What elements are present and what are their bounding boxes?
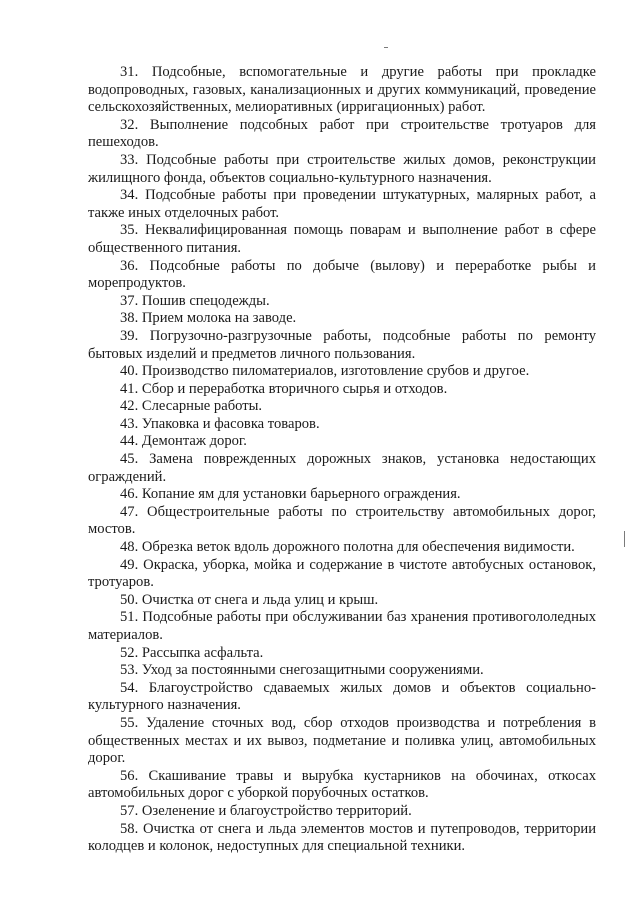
list-item: 56. Скашивание травы и вырубка кустарников на обочинах, откосах автомобильных дорог с уборкой порубочных остатков. xyxy=(88,767,596,802)
list-item: 40. Производство пиломатериалов, изготовление срубов и другое. xyxy=(120,363,530,380)
list-item: 44. Демонтаж дорог. xyxy=(120,433,247,450)
list-item: 37. Пошив спецодежды. xyxy=(120,292,270,309)
list-item: 33. Подсобные работы при строительстве жилых домов, реконструкции жилищного фонда, объектов социально-культурного назначения. xyxy=(88,151,596,186)
list-item: 52. Рассыпка асфальта. xyxy=(120,644,264,661)
list-item: 43. Упаковка и фасовка товаров. xyxy=(120,415,320,432)
list-item: 55. Удаление сточных вод, сбор отходов производства и потребления в общественных местах и их вывоз, подметание и поливка улиц, автомобильных дорог. xyxy=(88,714,596,767)
list-item: 57. Озеленение и благоустройство территорий. xyxy=(120,802,412,819)
list-item: 39. Погрузочно-разгрузочные работы, подсобные работы по ремонту бытовых изделий и предметов личного пользования. xyxy=(88,327,596,362)
list-item: 50. Очистка от снега и льда улиц и крыш. xyxy=(120,591,379,608)
list-item: 34. Подсобные работы при проведении штукатурных, малярных работ, а также иных отделочных работ. xyxy=(88,187,596,221)
scan-mark xyxy=(624,531,625,547)
list-item: 42. Слесарные работы. xyxy=(120,398,263,415)
list-item: 53. Уход за постоянными снегозащитными сооружениями. xyxy=(120,662,484,679)
list-item: 31. Подсобные, вспомогательные и другие работы при прокладке водопроводных, газовых, канализационных и других коммуникаций, проведение сельскохозяйственных, мелиоративных (ирригационных) работ. xyxy=(88,64,596,116)
list-item: 38. Прием молока на заводе. xyxy=(120,310,297,327)
list-item: 51. Подсобные работы при обслуживании баз хранения противогололедных материалов. xyxy=(88,609,596,643)
list-item: 35. Неквалифицированная помощь поварам и выполнение работ в сфере общественного питания. xyxy=(88,222,596,256)
scan-speck xyxy=(384,47,388,48)
list-item: 49. Окраска, уборка, мойка и содержание в чистоте автобусных остановок, тротуаров. xyxy=(88,556,596,591)
list-item: 58. Очистка от снега и льда элементов мостов и путепроводов, территории колодцев и колонок, недоступных для специальной техники. xyxy=(88,820,596,855)
list-item: 41. Сбор и переработка вторичного сырья и отходов. xyxy=(120,380,448,397)
list-item: 36. Подсобные работы по добыче (вылову) и переработке рыбы и морепродуктов. xyxy=(88,257,596,292)
list-item: 48. Обрезка веток вдоль дорожного полотна для обеспечения видимости. xyxy=(120,539,575,556)
list-item: 54. Благоустройство сдаваемых жилых домов и объектов социально-культурного назначения. xyxy=(88,679,596,714)
list-item: 46. Копание ям для установки барьерного ограждения. xyxy=(120,486,461,503)
numbered-list xyxy=(88,64,596,856)
list-item: 47. Общестроительные работы по строительству автомобильных дорог, мостов. xyxy=(88,503,596,538)
list-item: 45. Замена поврежденных дорожных знаков, установка недостающих ограждений. xyxy=(88,451,596,485)
list-item: 32. Выполнение подсобных работ при строительстве тротуаров для пешеходов. xyxy=(88,116,596,151)
